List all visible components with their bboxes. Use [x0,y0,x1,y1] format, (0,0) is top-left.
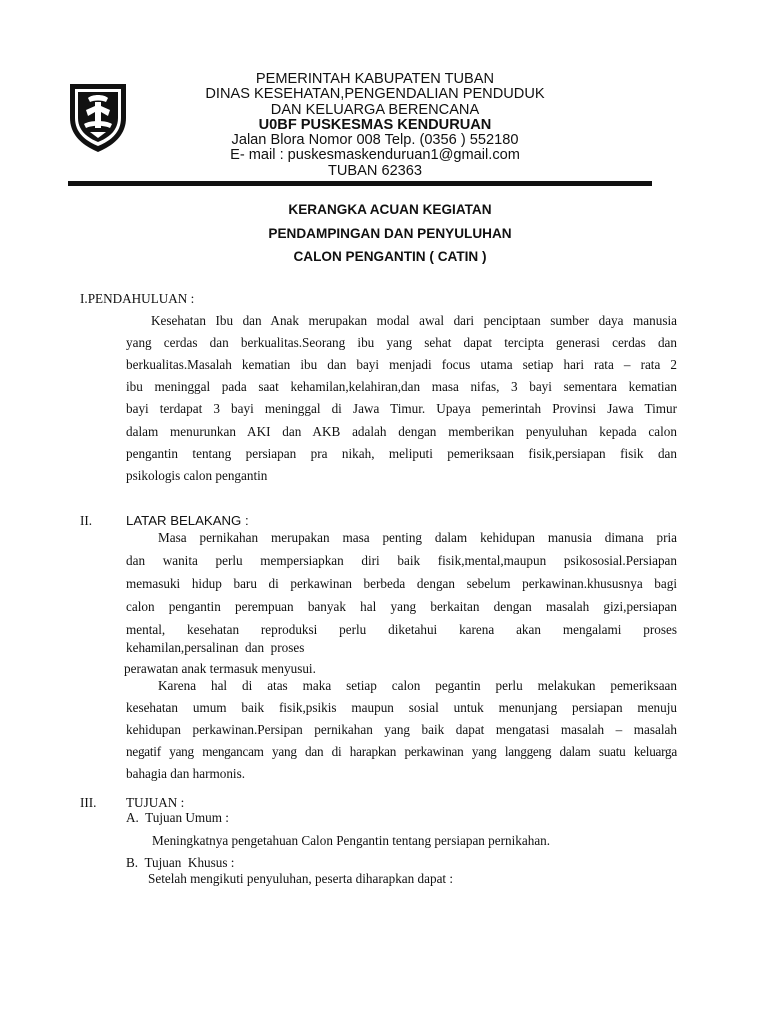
title-line-2: PENDAMPINGAN DAN PENYULUHAN [268,225,512,241]
paragraph-line: Karena hal di atas maka setiap calon pegantin perlu melakukan pemeriksaan [158,678,677,693]
letterhead-government: PEMERINTAH KABUPATEN TUBAN [255,71,495,87]
paragraph-line: bayi terdapat 3 bayi meninggal di Jawa Timur. Upaya pemerintah Provinsi Jawa Timur [126,401,677,416]
letterhead-department: DINAS KESEHATAN,PENGENDALIAN PENDUDUK [205,86,545,103]
subheading-tujuan-umum: A. Tujuan Umum : [126,810,229,825]
section-heading-latar-belakang: LATAR BELAKANG : [126,513,249,528]
paragraph-line: kesehatan umum baik fisik,psikis maupun sosial untuk menunjang persiapan menuju [126,700,677,715]
paragraph-line: memasuki hidup baru di perkawinan berbeda dengan sebelum perkawinan.khususnya bagi [126,576,677,591]
title-line-1: KERANGKA ACUAN KEGIATAN [288,202,492,217]
section-heading-tujuan: TUJUAN : [126,795,185,810]
document-title [200,200,580,271]
tujuan-khusus-text: Setelah mengikuti penyuluhan, peserta diharapkan dapat : [148,871,454,886]
paragraph-line: psikologis calon pengantin [126,468,268,483]
paragraph-line: dan wanita perlu mempersiapkan diri baik fisik,mental,maupun psikososial.Persiapan [126,553,677,568]
paragraph-line: perawatan anak termasuk menyusui. [124,661,316,676]
letterhead-city: TUBAN 62363 [327,162,423,179]
paragraph-line: negatif yang mengancam yang dan di harapkan perkawinan yang langgeng dalam suatu keluarga [126,744,677,759]
paragraph-line: bahagia dan harmonis. [126,766,246,781]
paragraph-line: yang cerdas dan berkualitas.Seorang ibu yang sehat dapat tercipta generasi cerdas dan [126,335,677,350]
paragraph-line: Masa pernikahan merupakan masa penting dalam kehidupan manusia dimana pria [158,530,677,545]
paragraph-line: berkualitas.Masalah kematian ibu dan bayi menjadi focus utama setiap hari rata – rata 2 [126,357,677,372]
subheading-tujuan-khusus: B. Tujuan Khusus : [126,855,235,870]
paragraph-line: calon pengantin perempuan banyak hal yang berkaitan dengan masalah gizi,persiapan [126,599,677,614]
tuban-regency-emblem [66,80,130,154]
section-number-ii: II. [80,513,93,528]
paragraph-line: ibu meninggal pada saat kehamilan,kelahiran,dan masa nifas, 3 bayi sementara kematian [126,379,677,394]
paragraph-line: Kesehatan Ibu dan Anak merupakan modal awal dari penciptaan sumber daya manusia [151,313,677,328]
letterhead-address: Jalan Blora Nomor 008 Telp. (0356 ) 552180 [231,132,519,149]
paragraph-line: dalam menurunkan AKI dan AKB adalah dengan memberikan penyuluhan kepada calon [126,424,677,439]
section-number-iii: III. [80,795,97,810]
letterhead-department-cont: DAN KELUARGA BERENCANA [270,101,480,118]
paragraph-line: kehidupan perkawinan.Persipan pernikahan yang baik dapat mengatasi masalah – masalah [126,722,677,737]
letterhead [150,72,600,179]
section-heading-pendahuluan: I.PENDAHULUAN : [80,291,195,306]
title-line-3: CALON PENGANTIN ( CATIN ) [293,249,487,264]
letterhead-email: E- mail : puskesmaskenduruan1@gmail.com [230,147,520,164]
paragraph-line: kehamilan,persalinan dan proses [126,640,305,655]
letterhead-unit-name: U0BF PUSKESMAS KENDURUAN [258,116,492,133]
paragraph-line: mental, kesehatan reproduksi perlu diketahui karena akan mengalami proses [126,622,677,637]
tujuan-umum-text: Meningkatnya pengetahuan Calon Pengantin tentang persiapan pernikahan. [152,833,551,848]
paragraph-line: pengantin tentang persiapan pra nikah, meliputi pemeriksaan fisik,persiapan fisik dan [126,446,677,461]
letterhead-divider [68,181,652,186]
